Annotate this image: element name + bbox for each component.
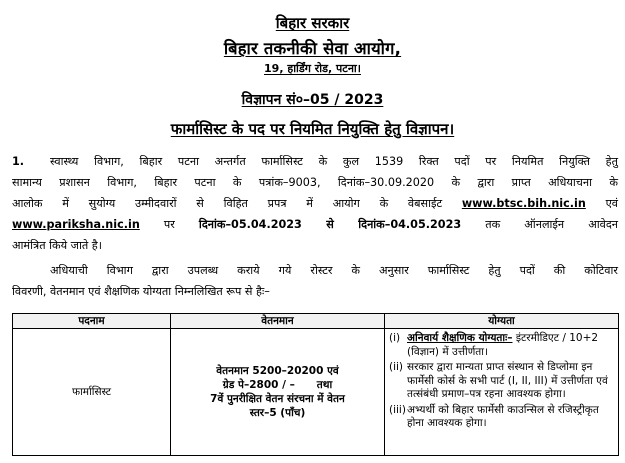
header-post-name: पदनाम — [13, 314, 171, 329]
table-header-row — [13, 314, 619, 329]
para1-number: 1. — [12, 155, 25, 168]
qualification-item — [389, 361, 614, 402]
qualification-cell — [385, 329, 619, 456]
website-link-btsc[interactable]: www.btsc.bih.nic.in — [461, 197, 586, 210]
application-date-range: दिनांक–05.04.2023 से दिनांक–04.05.2023 — [198, 218, 462, 231]
qualification-label: अनिवार्य शैक्षणिक योग्यताः– — [407, 332, 513, 344]
pay-line: स्तर–5 (पाँच) — [249, 407, 306, 419]
post-details-table — [12, 313, 619, 456]
government-title: बिहार सरकार — [275, 14, 350, 32]
header-qualification: योग्यता — [385, 314, 619, 329]
pay-line: 7वें पुनरीक्षित वेतन संरचना में वेतन — [210, 393, 345, 405]
pay-line: ग्रेड पे–2800 / – तथा — [222, 379, 333, 391]
header-pay-scale: वेतनमान — [171, 314, 385, 329]
pay-scale-cell — [171, 329, 385, 456]
qualification-marker: (i) — [389, 332, 401, 344]
qualification-item — [389, 404, 614, 431]
qualification-marker: (iii) — [389, 403, 406, 416]
para1-line2: सामान्य प्रशासन विभाग, बिहार पटना के पत्रांक–9003, दिनांक–30.09.2020 के द्वारा प्राप्त अधियाचना के — [12, 176, 618, 189]
para1-line3-text: आलोक में सुयोग्य उम्मीदवारों से विहित प्रपत्र में आयोग के वेबसाईट — [12, 197, 443, 210]
pay-line: वेतनमान 5200–20200 एवं — [216, 365, 339, 377]
para1-line1 — [12, 151, 618, 172]
para1-line4 — [12, 214, 618, 235]
commission-address: 19, हार्डिंग रोड, पटना। — [264, 62, 361, 75]
qualification-marker: (ii) — [389, 361, 404, 373]
para1-line4-end: तक ऑनलाईन आवेदन — [485, 218, 619, 231]
qualification-text: अभ्यर्थी को बिहार फार्मेसी काउन्सिल से रजिस्ट्रीकृत होना आवश्यक होगा। — [407, 403, 599, 429]
advertisement-subject: फार्मासिस्ट के पद पर नियमित नियुक्ति हेतु विज्ञापन। — [170, 120, 455, 138]
para1-line3 — [12, 193, 618, 214]
commission-name: बिहार तकनीकी सेवा आयोग, — [223, 39, 402, 58]
qualification-text: सरकार द्वारा मान्यता प्राप्त संस्थान से डिप्लोमा इन फार्मेसी कोर्स के सभी पार्ट (I, II, III) में उत्तीर्णता एवं तत्संबंधी प्रमाण–पत्र रहना आवश्यक होगा। — [407, 361, 608, 400]
para2-line2: विवरणी, वेतनमान एवं शैक्षणिक योग्यता निम्नलिखित रूप से हैः– — [12, 285, 270, 298]
advertisement-number: विज्ञापन सं०–05 / 2023 — [241, 92, 384, 108]
para1-line1-text: स्वास्थ्य विभाग, बिहार पटना अन्तर्गत फार्मासिस्ट के कुल 1539 रिक्त पदों पर नियमित नियुक्ति हेतु — [50, 155, 618, 168]
para1-line5: आमंत्रित किये जाते है। — [12, 239, 102, 252]
qualification-text: इंटरमीडिएट / 10+2 (विज्ञान) में उत्तीर्णता। — [407, 332, 599, 358]
table-row — [13, 329, 619, 456]
para1-line3-end: एवं — [605, 197, 618, 210]
paragraph-2 — [12, 260, 618, 302]
website-link-pariksha[interactable]: www.pariksha.nic.in — [12, 218, 140, 231]
qualification-item — [389, 332, 614, 359]
para2-line1: अधियाची विभाग द्वारा उपलब्ध कराये गये रोस्टर के अनुसार फार्मासिस्ट हेतु पदों की कोटिवार — [50, 264, 618, 277]
para1-line4-text: पर — [163, 218, 175, 231]
post-name-cell: फार्मासिस्ट — [13, 329, 171, 456]
paragraph-1 — [12, 151, 618, 256]
